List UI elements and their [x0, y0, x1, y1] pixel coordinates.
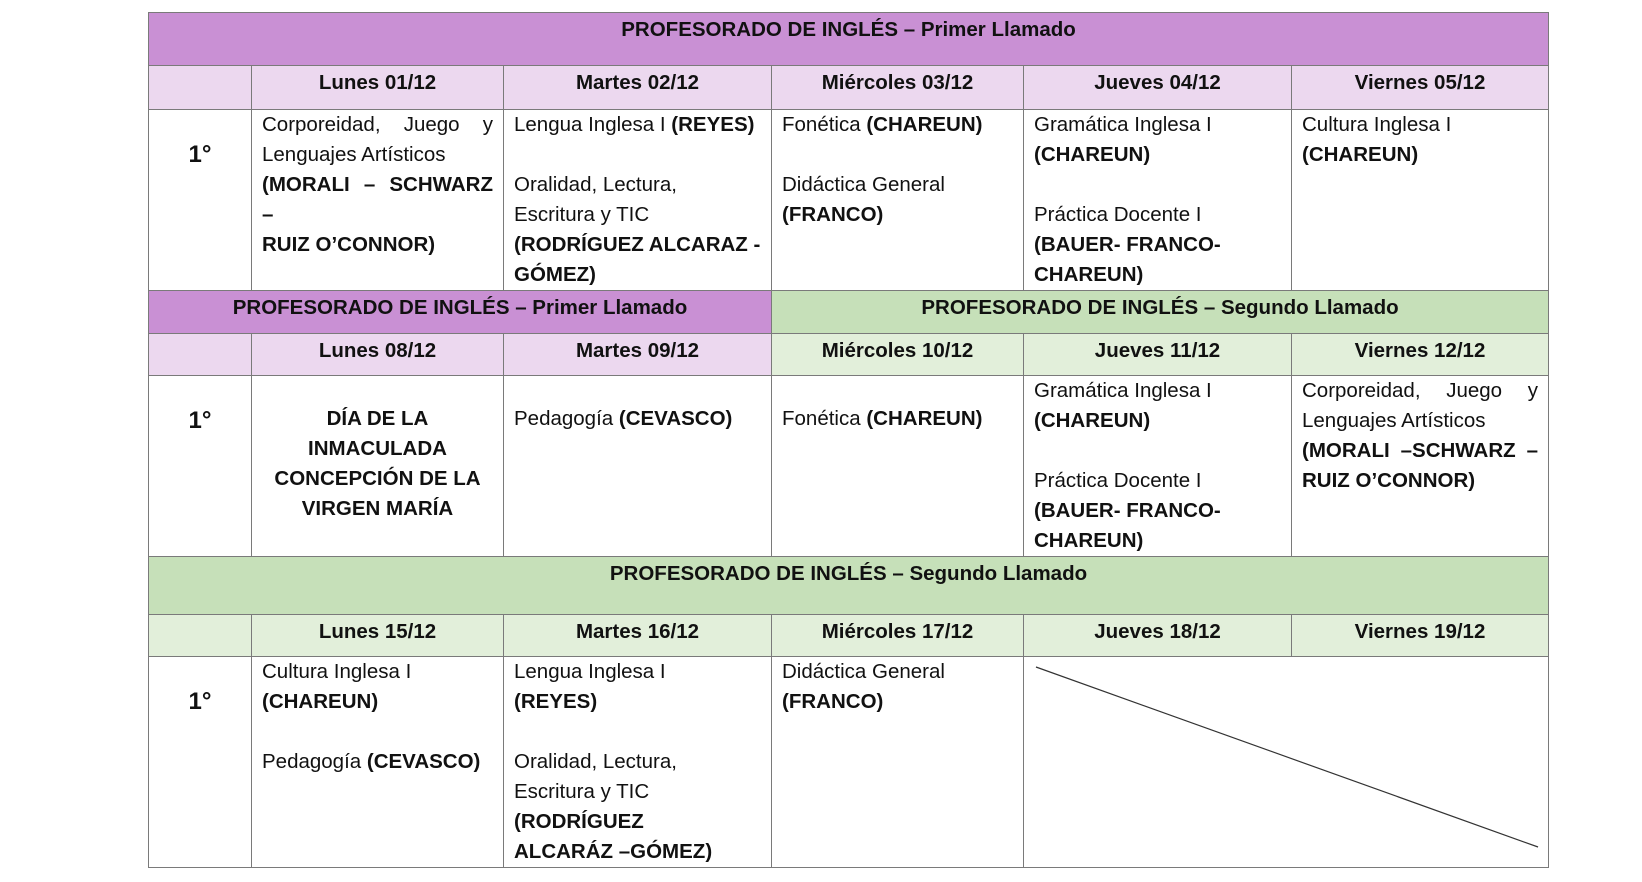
block2-tue-cell: Pedagogía (CEVASCO) — [504, 376, 772, 557]
block1-fri-cell: Cultura Inglesa I (CHAREUN) — [1292, 110, 1549, 291]
empty-slot-strike — [1024, 657, 1549, 868]
day-header: Jueves 18/12 — [1024, 615, 1292, 657]
day-header: Miércoles 10/12 — [772, 334, 1024, 376]
block1-wed-cell: Fonética (CHAREUN) Didáctica General (FRANCO) — [772, 110, 1024, 291]
block2-wed-cell: Fonética (CHAREUN) — [772, 376, 1024, 557]
block2-content-row — [149, 376, 1549, 557]
block2-title-row — [149, 291, 1549, 334]
block2-fri-cell: Corporeidad, Juego y Lenguajes Artísticos (MORALI –SCHWARZ – RUIZ O’CONNOR) — [1292, 376, 1549, 557]
block1-title: PROFESORADO DE INGLÉS – Primer Llamado — [149, 13, 1549, 66]
block3-wed-cell: Didáctica General (FRANCO) — [772, 657, 1024, 868]
block2-title-right: PROFESORADO DE INGLÉS – Segundo Llamado — [772, 291, 1549, 334]
block3-title-row — [149, 557, 1549, 615]
block3-tue-cell: Lengua Inglesa I (REYES) Oralidad, Lectura, Escritura y TIC (RODRÍGUEZ ALCARÁZ –GÓMEZ) — [504, 657, 772, 868]
year-label: 1° — [149, 376, 252, 557]
year-label: 1° — [149, 657, 252, 868]
year-label: 1° — [149, 110, 252, 291]
block1-mon-cell: Corporeidad, Juego y Lenguajes Artísticos (MORALI – SCHWARZ – RUIZ O’CONNOR) — [252, 110, 504, 291]
day-header: Viernes 19/12 — [1292, 615, 1549, 657]
day-header: Lunes 01/12 — [252, 66, 504, 110]
day-header: Martes 16/12 — [504, 615, 772, 657]
block3-content-row — [149, 657, 1549, 868]
day-header: Viernes 12/12 — [1292, 334, 1549, 376]
block2-corner — [149, 334, 252, 376]
block1-tue-cell: Lengua Inglesa I (REYES) Oralidad, Lectura, Escritura y TIC (RODRÍGUEZ ALCARAZ - GÓMEZ) — [504, 110, 772, 291]
day-header: Jueves 11/12 — [1024, 334, 1292, 376]
block2-day-header-row — [149, 334, 1549, 376]
block2-title-left: PROFESORADO DE INGLÉS – Primer Llamado — [149, 291, 772, 334]
day-header: Martes 09/12 — [504, 334, 772, 376]
diagonal-strike-line — [1024, 657, 1548, 867]
block3-mon-cell: Cultura Inglesa I (CHAREUN) Pedagogía (CEVASCO) — [252, 657, 504, 868]
holiday-cell: DÍA DE LA INMACULADA CONCEPCIÓN DE LA VIRGEN MARÍA — [252, 376, 504, 557]
day-header: Miércoles 17/12 — [772, 615, 1024, 657]
block3-day-header-row — [149, 615, 1549, 657]
block1-day-header-row — [149, 66, 1549, 110]
day-header: Lunes 15/12 — [252, 615, 504, 657]
day-header: Viernes 05/12 — [1292, 66, 1549, 110]
exam-schedule-table — [148, 12, 1549, 868]
block2-thu-cell: Gramática Inglesa I (CHAREUN) Práctica Docente I (BAUER- FRANCO- CHAREUN) — [1024, 376, 1292, 557]
day-header: Martes 02/12 — [504, 66, 772, 110]
day-header: Lunes 08/12 — [252, 334, 504, 376]
block1-title-row — [149, 13, 1549, 66]
day-header: Jueves 04/12 — [1024, 66, 1292, 110]
day-header: Miércoles 03/12 — [772, 66, 1024, 110]
block1-corner — [149, 66, 252, 110]
block1-content-row — [149, 110, 1549, 291]
block3-title: PROFESORADO DE INGLÉS – Segundo Llamado — [149, 557, 1549, 615]
block3-corner — [149, 615, 252, 657]
block1-thu-cell: Gramática Inglesa I (CHAREUN) Práctica Docente I (BAUER- FRANCO- CHAREUN) — [1024, 110, 1292, 291]
